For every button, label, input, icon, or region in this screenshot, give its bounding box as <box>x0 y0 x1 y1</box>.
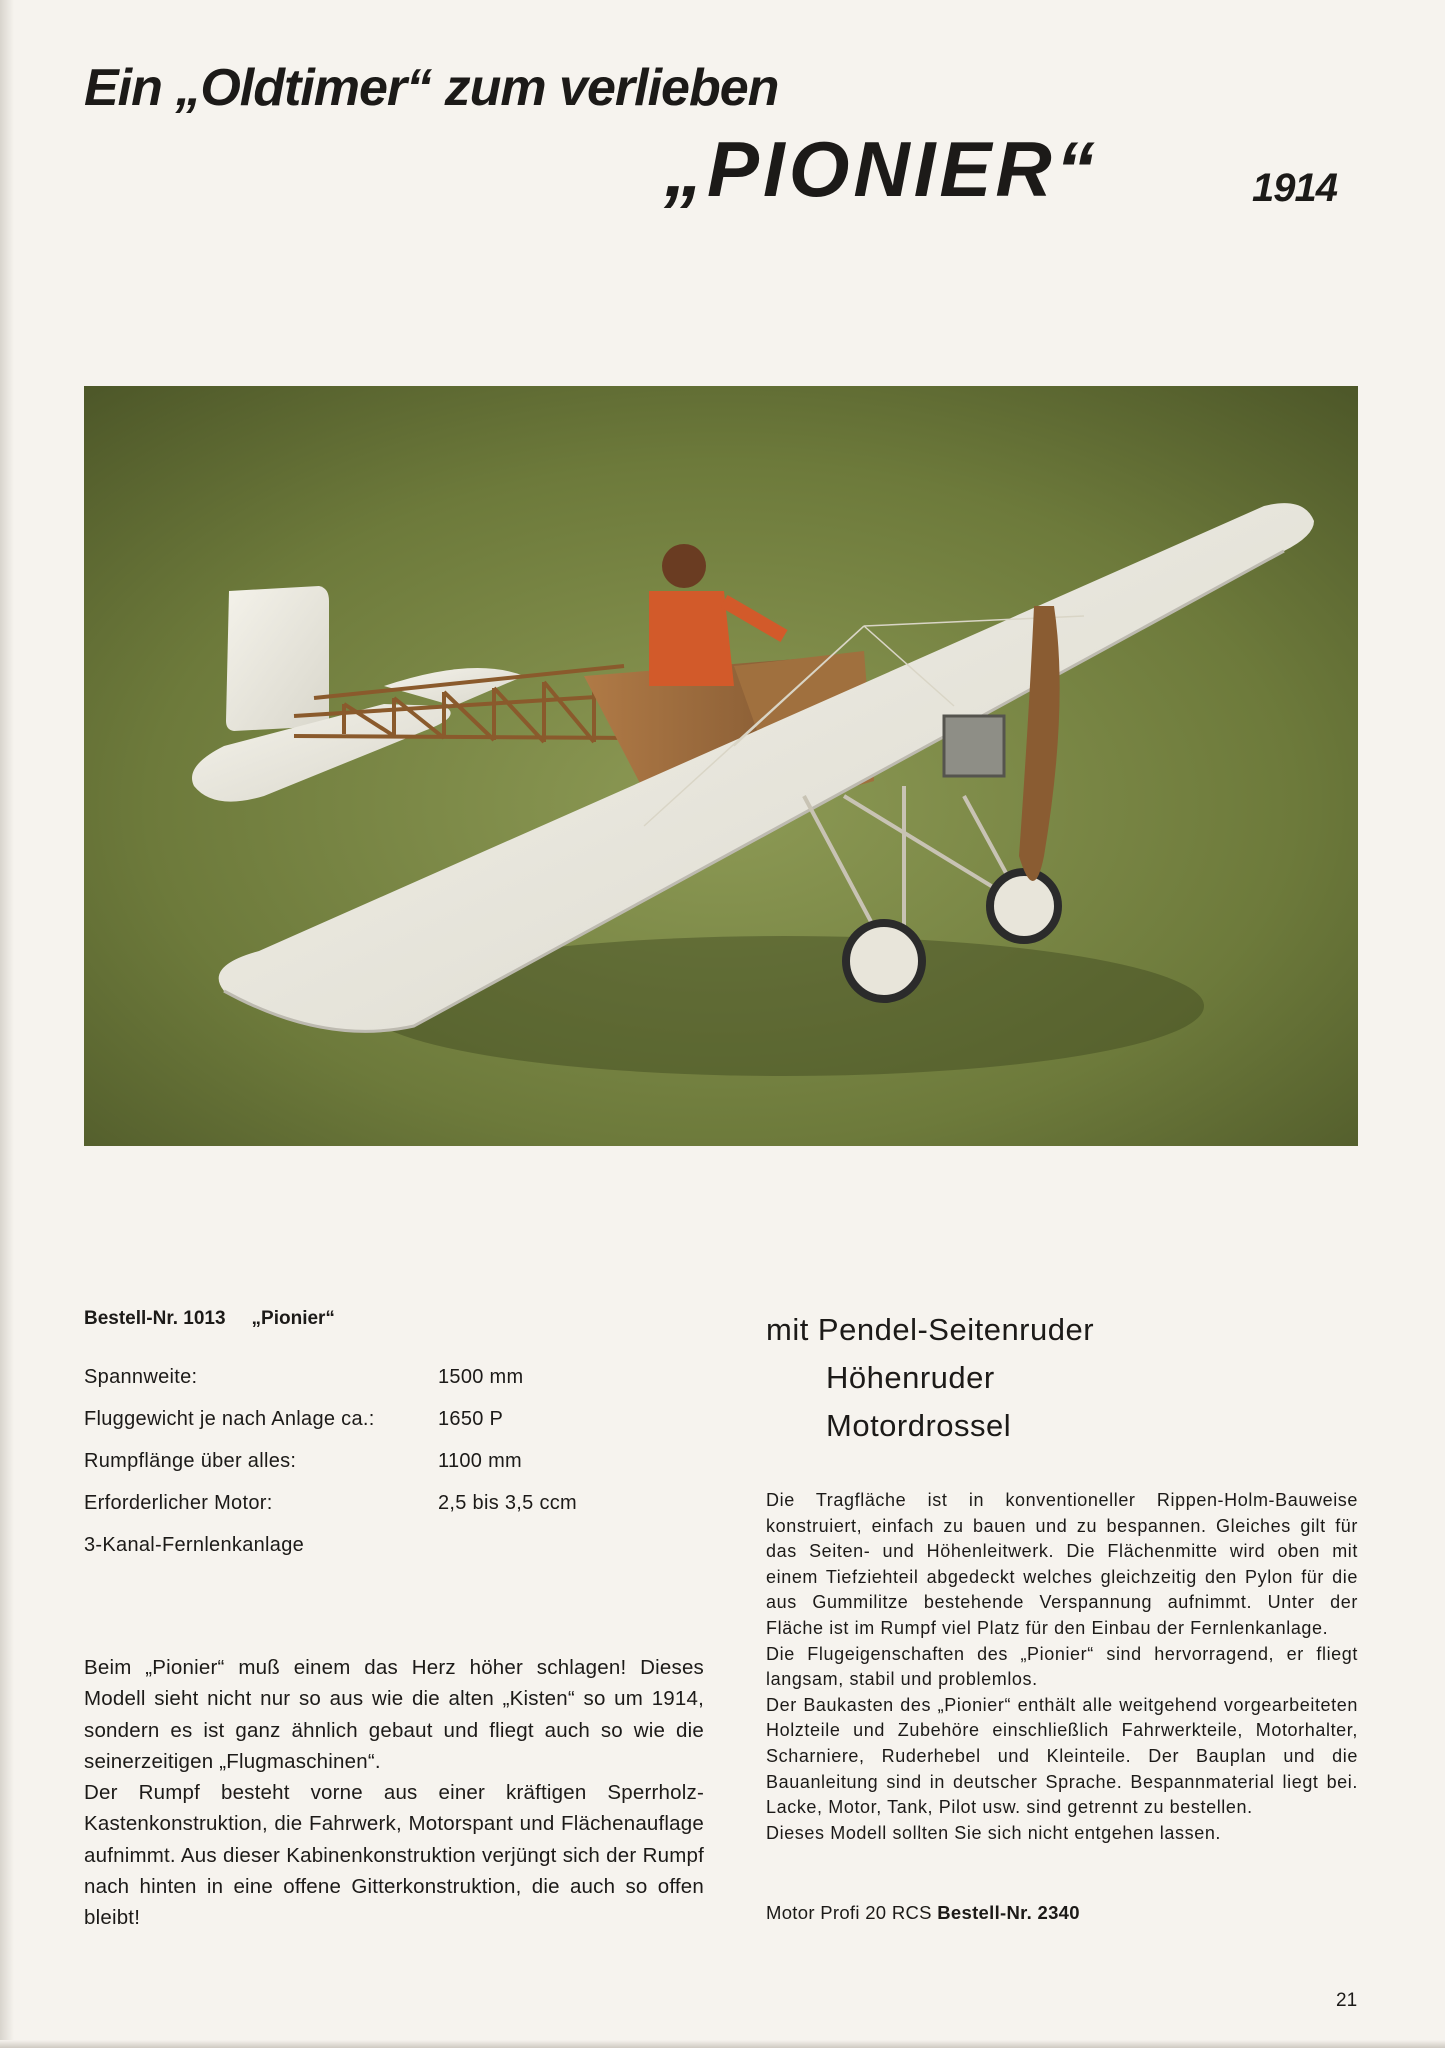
headline: Ein „Oldtimer“ zum verlieben <box>84 59 779 117</box>
spec-label: Rumpflänge über alles: <box>84 1450 297 1472</box>
paragraph: Beim „Pionier“ muß einem das Herz höher schlagen! Dieses Modell sieht nicht nur so aus wie die alten „Kisten“ so um 1914, sondern es ist ganz ähnlich gebaut und fliegt auch so wie die seinerzeitigen „Flugmaschinen“. <box>84 1656 704 1773</box>
spec-row <box>84 1450 704 1492</box>
spec-remote-control: 3-Kanal-Fernlenkanlage <box>84 1534 305 1556</box>
spec-row <box>84 1408 704 1450</box>
paragraph: Der Rumpf besteht vorne aus einer kräftigen Sperrholz-Kastenkonstruktion, die Fahrwerk, Motorspant und Flächenauflage aufnimmt. Aus dieser Kabinenkonstruktion verjüngt sich der Rumpf nach hinten in eine offene Gitterkonstruktion, die auch so offen bleibt! <box>84 1781 704 1930</box>
model-year: 1914 <box>1252 166 1337 210</box>
spec-value: 2,5 bis 3,5 ccm <box>438 1492 578 1514</box>
spec-label: Spannweite: <box>84 1366 198 1388</box>
paragraph: Dieses Modell sollten Sie sich nicht entgehen lassen. <box>766 1822 1222 1843</box>
motor-recommendation <box>766 1902 1080 1924</box>
order-model-name: „Pionier“ <box>251 1308 335 1329</box>
specifications <box>84 1366 704 1557</box>
paragraph: Die Tragfläche ist in konventioneller Rippen-Holm-Bauweise konstruiert, einfach zu bauen und zu bespannen. Gleiches gilt für das Seiten- und Höhenleitwerk. Die Flächenmitte wird oben mit einem Tiefziehteil abgedeckt welches gleichzeitig den Pylon für die aus Gummilitze bestehende Verspannung aufnimmt. Unter der Fläche ist im Rumpf viel Platz für den Einbau der Fernlenkanlage. <box>766 1490 1358 1638</box>
airplane-model-illustration <box>84 386 1358 1146</box>
spec-row <box>84 1492 704 1534</box>
page-bottom-edge <box>0 2040 1445 2048</box>
spec-label: Erforderlicher Motor: <box>84 1492 273 1514</box>
order-number-label: Bestell-Nr. 1013 <box>84 1308 226 1329</box>
paragraph: Der Baukasten des „Pionier“ enthält alle weitgehend vorgearbeiteten Holzteile und Zubehöre einschließlich Fahrwerkteile, Motorhalter, Scharniere, Ruderhebel und Kleinteile. Der Bauplan und die Bauanleitung sind in deutscher Sprache. Bespannmaterial liegt bei. Lacke, Motor, Tank, Pilot usw. sind getrennt zu bestellen. <box>766 1694 1358 1818</box>
paragraph: Die Flugeigenschaften des „Pionier“ sind hervorragend, er fliegt langsam, stabil und problemlos. <box>766 1643 1358 1690</box>
page-number: 21 <box>1336 1990 1358 2011</box>
motor-order-number: Bestell-Nr. 2340 <box>937 1902 1080 1923</box>
order-number <box>84 1308 335 1330</box>
feature-elevator: Höhenruder <box>826 1360 995 1395</box>
airplane-photo <box>84 386 1358 1146</box>
page-edge <box>0 0 14 2048</box>
spec-label: Fluggewicht je nach Anlage ca.: <box>84 1408 375 1430</box>
features-list <box>766 1306 1094 1450</box>
spec-value: 1500 mm <box>438 1366 524 1388</box>
motor-name: Motor Profi 20 RCS <box>766 1902 932 1923</box>
spec-row <box>84 1366 704 1408</box>
description-right <box>766 1488 1358 1846</box>
spec-value: 1100 mm <box>438 1450 522 1472</box>
description-left <box>84 1652 704 1934</box>
feature-throttle: Motordrossel <box>826 1408 1012 1443</box>
feature-rudder: mit Pendel-Seitenruder <box>766 1312 1095 1347</box>
model-name: „PIONIER“ <box>664 125 1099 213</box>
spec-value: 1650 P <box>438 1408 504 1430</box>
